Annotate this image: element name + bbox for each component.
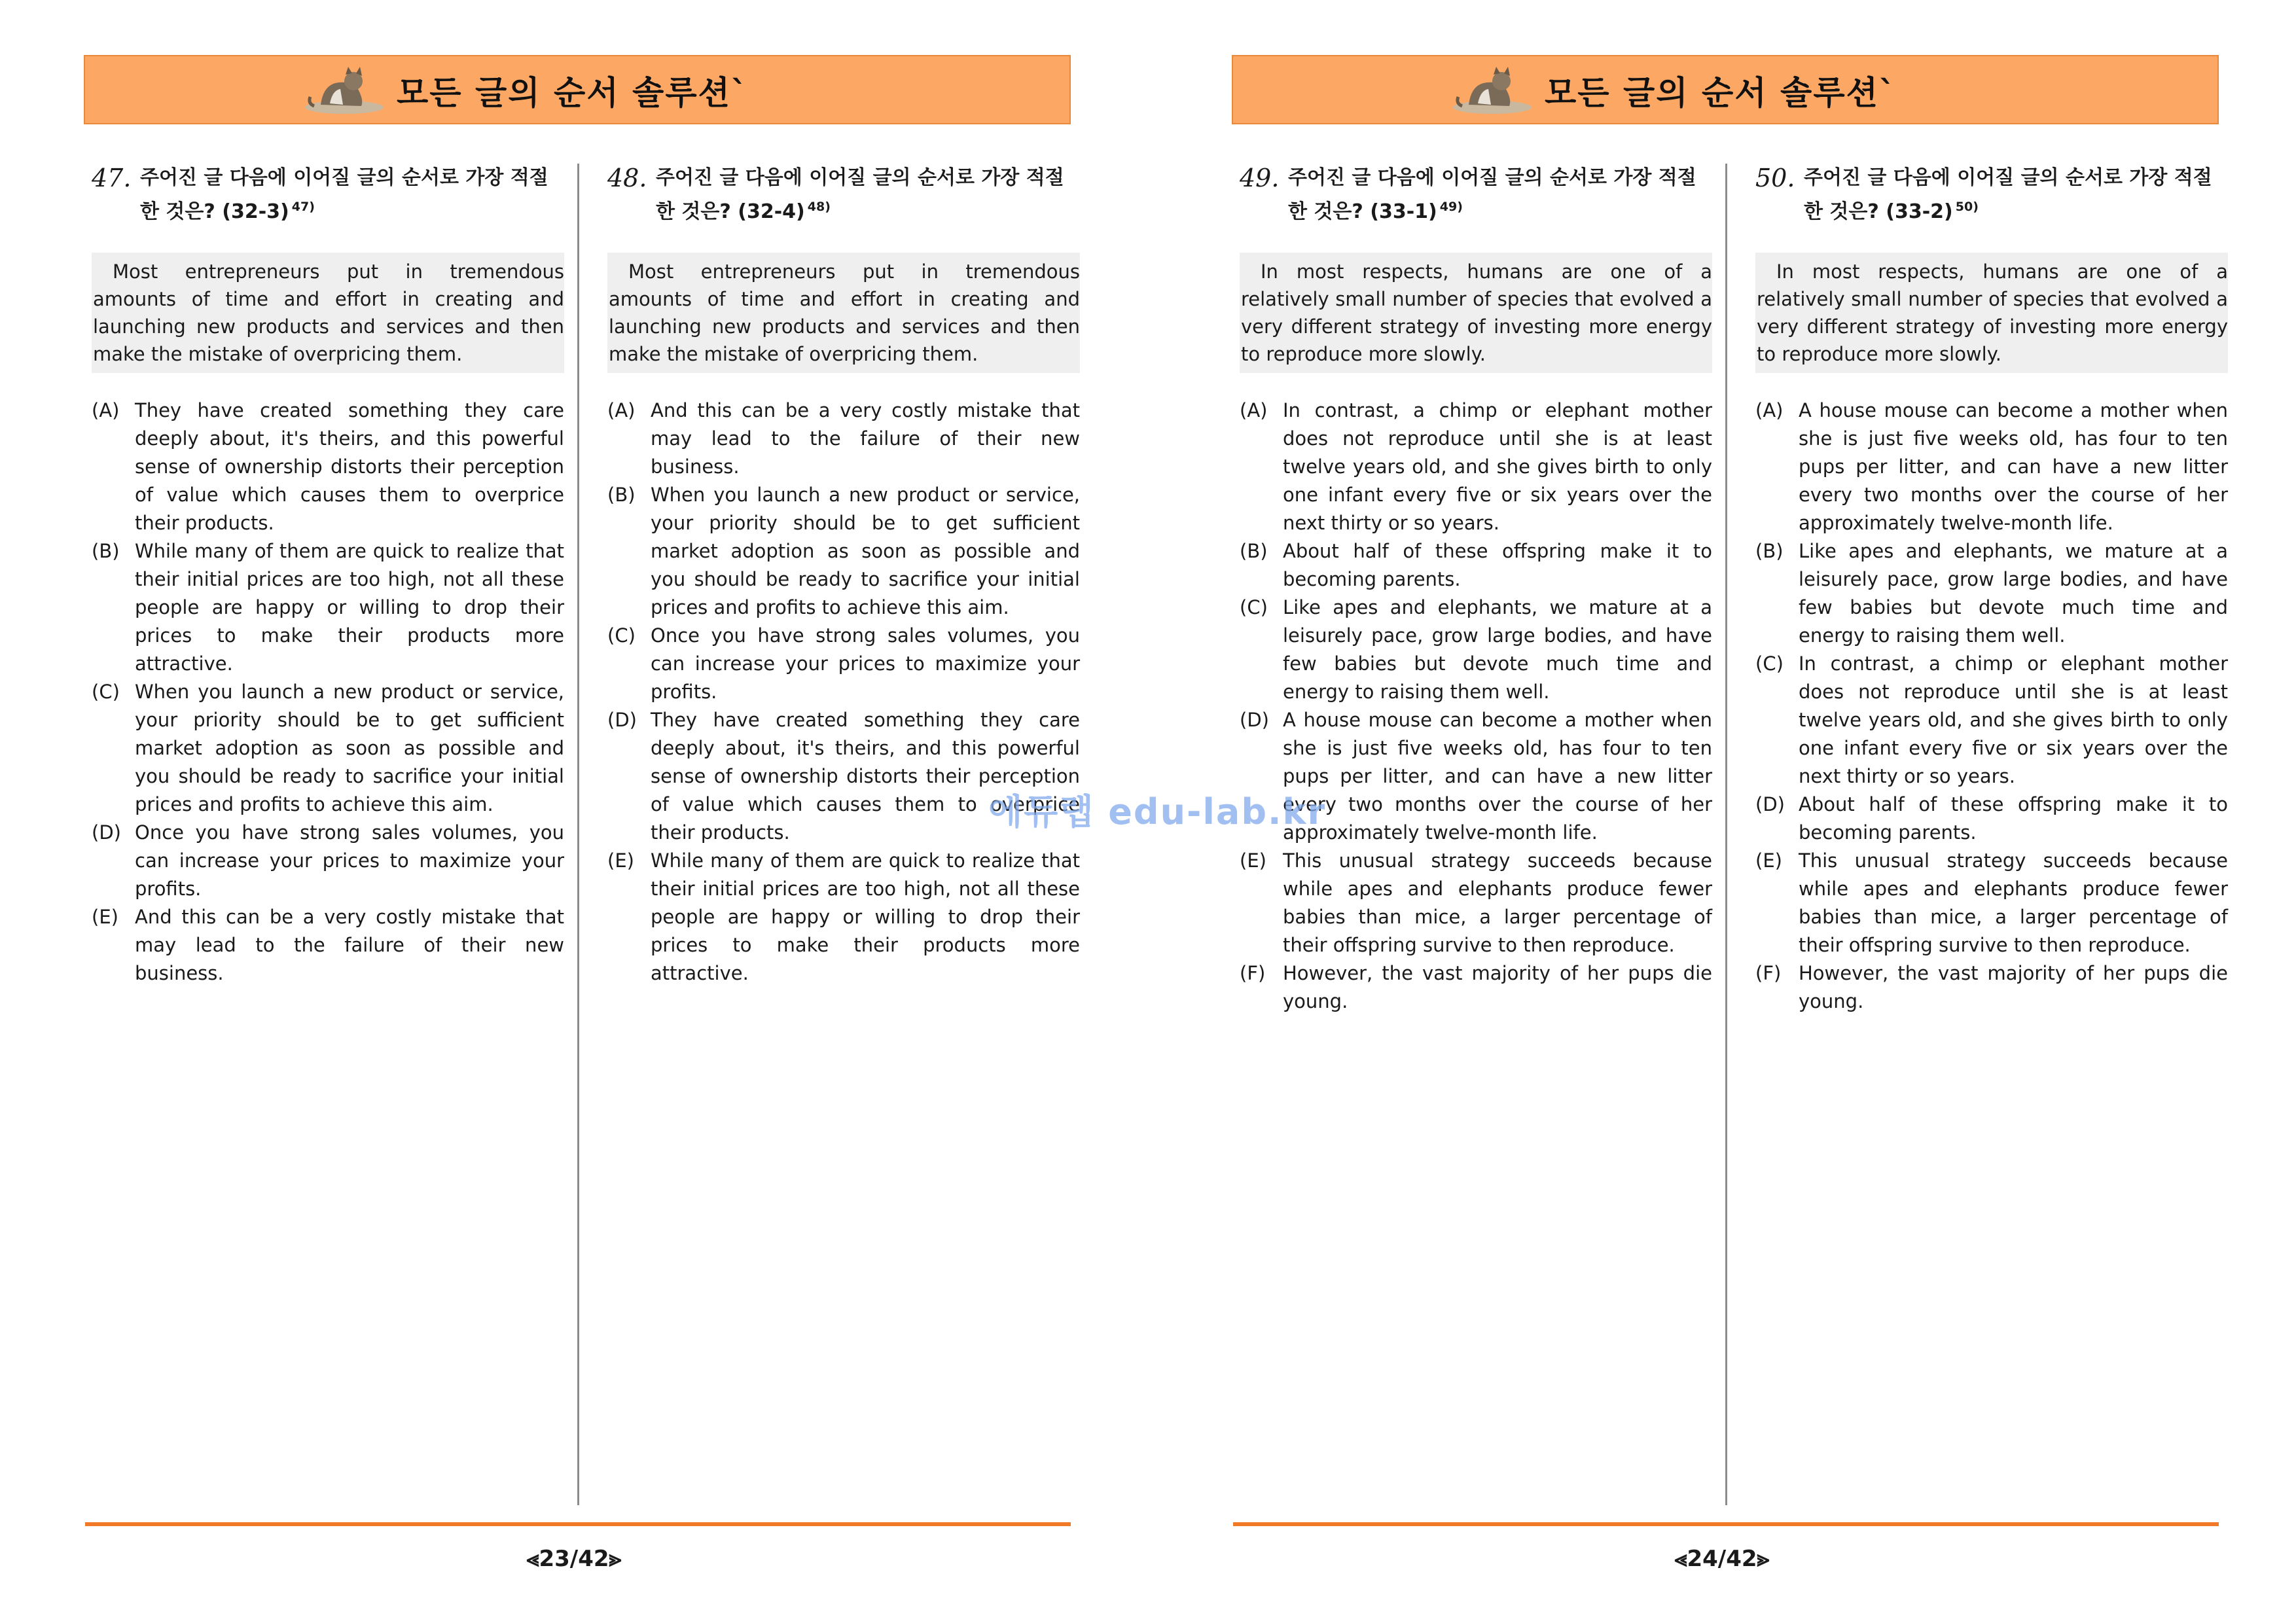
footer-line [1233,1522,2219,1526]
option-text: When you launch a new product or service, your priority should be to get sufficient market adoption as soon as possible and you should be ready to sacrifice your initial prices and profits to achieve this aim. [135,681,564,815]
option-item [92,819,564,903]
option-item [1755,650,2228,791]
question-prompt: 주어진 글 다음에 이어질 글의 순서로 가장 적절한 것은? (33-2) $^{50)}$ [1804,166,2212,223]
option-item [607,847,1080,988]
question-prompt: 주어진 글 다음에 이어질 글의 순서로 가장 적절한 것은? (32-4) $^{48)}$ [656,166,1064,223]
option-item [1240,537,1712,594]
option-item [607,397,1080,481]
option-list [92,397,564,988]
option-label: (A) [92,399,120,421]
option-text: This unusual strategy succeeds because while apes and elephants produce fewer babies than mice, a larger percentage of their offspring survive to then reproduce. [1283,849,1712,956]
option-text: While many of them are quick to realize that their initial prices are too high, not all these people are happy or willing to drop their prices to make their products more attractive. [651,849,1080,984]
option-list [1240,397,1712,1016]
option-label: (A) [1240,399,1268,421]
page-number: ⪡24/42⪢ [1674,1546,1770,1572]
question-number: 47. [92,164,132,192]
option-list [1755,397,2228,1016]
question-source: (32-4) [738,200,805,223]
given-passage: In most respects, humans are one of a relatively small number of species that evolved a very different strategy of investing more energy to reproduce more slowly. [1240,253,1712,373]
option-item [1240,847,1712,959]
question-number: 49. [1240,164,1280,192]
footnote-marker: 50) [1955,200,1979,214]
option-label: (A) [607,399,636,421]
option-label: (D) [607,709,637,731]
option-text: However, the vast majority of her pups die young. [1799,962,2228,1012]
question-header [607,164,1080,226]
option-label: (B) [1240,540,1268,562]
header-banner [84,55,1071,124]
footnote-marker: 47) [291,200,315,214]
option-label: (D) [92,821,121,844]
option-text: Like apes and elephants, we mature at a leisurely pace, grow large bodies, and have few babies but devote much time and energy to raising them well. [1283,596,1712,703]
option-item [607,481,1080,622]
option-item [1755,537,2228,650]
option-text: Like apes and elephants, we mature at a leisurely pace, grow large bodies, and have few babies but devote much time and energy to raising them well. [1799,540,2228,647]
option-item [1240,397,1712,537]
column-divider [1725,164,1727,1505]
option-item [607,622,1080,706]
question-number: 48. [607,164,647,192]
option-item [1240,594,1712,706]
option-label: (D) [1240,709,1269,731]
question-number: 50. [1755,164,1795,192]
option-item [1755,847,2228,959]
option-label: (C) [1755,652,1784,675]
option-label: (D) [1755,793,1785,815]
header-banner [1232,55,2219,124]
question-header [1755,164,2228,226]
given-passage: Most entrepreneurs put in tremendous amounts of time and effort in creating and launching new products and services and then make the mistake of overpricing them. [607,253,1080,373]
cat-logo-icon [301,64,387,116]
header-title: 모든 글의 순서 솔루션` [1545,74,1897,112]
question-source: (32-3) [222,200,289,223]
option-text: They have created something they care deeply about, it's theirs, and this powerful sense of ownership distorts their perception of value which causes them to overprice their products. [135,399,564,534]
option-label: (E) [1240,849,1266,872]
option-label: (F) [1240,962,1266,984]
watermark: 에듀랩 edu-lab.kr [988,791,1327,832]
option-text: A house mouse can become a mother when she is just five weeks old, has four to ten pups per litter, and can have a new litter every two months over the course of her approximately twelve-month life. [1799,399,2228,534]
footer-line [85,1522,1071,1526]
option-item [1755,397,2228,537]
option-text: A house mouse can become a mother when she is just five weeks old, has four to ten pups per litter, and can have a new litter every two months over the course of her approximately twelve-month life. [1283,709,1712,844]
footnote-marker: 48) [807,200,831,214]
question-header [92,164,564,226]
option-label: (B) [607,484,636,506]
option-text: In contrast, a chimp or elephant mother does not reproduce until she is at least twelve years old, and she gives birth to only one infant every five or six years over the next thirty or so years. [1283,399,1712,534]
question-source: (33-1) [1370,200,1437,223]
option-text: Once you have strong sales volumes, you can increase your prices to maximize your profits. [135,821,564,900]
cat-logo-icon [1449,64,1535,116]
option-text: About half of these offspring make it to becoming parents. [1283,540,1712,590]
option-list [607,397,1080,988]
option-label: (A) [1755,399,1784,421]
option-text: When you launch a new product or service, your priority should be to get sufficient market adoption as soon as possible and you should be ready to sacrifice your initial prices and profits to achieve this aim. [651,484,1080,618]
option-text: However, the vast majority of her pups die young. [1283,962,1712,1012]
column-divider [577,164,579,1505]
option-text: About half of these offspring make it to becoming parents. [1799,793,2228,844]
question-47 [92,164,564,988]
question-50 [1755,164,2228,1016]
question-prompt: 주어진 글 다음에 이어질 글의 순서로 가장 적절한 것은? (32-3) $^{47)}$ [140,166,548,223]
question-header [1240,164,1712,226]
question-source: (33-2) [1886,200,1953,223]
option-item [92,903,564,988]
option-item [92,397,564,537]
given-passage: Most entrepreneurs put in tremendous amounts of time and effort in creating and launching new products and services and then make the mistake of overpricing them. [92,253,564,373]
question-49 [1240,164,1712,1016]
option-item [1240,959,1712,1016]
option-text: And this can be a very costly mistake that may lead to the failure of their new business. [135,906,564,984]
option-item [1755,791,2228,847]
option-label: (B) [1755,540,1784,562]
option-text: While many of them are quick to realize that their initial prices are too high, not all these people are happy or willing to drop their prices to make their products more attractive. [135,540,564,675]
given-passage: In most respects, humans are one of a relatively small number of species that evolved a very different strategy of investing more energy to reproduce more slowly. [1755,253,2228,373]
option-text: Once you have strong sales volumes, you can increase your prices to maximize your profits. [651,624,1080,703]
option-label: (E) [92,906,118,928]
option-label: (C) [92,681,120,703]
option-text: And this can be a very costly mistake that may lead to the failure of their new business. [651,399,1080,478]
footnote-marker: 49) [1439,200,1463,214]
option-text: In contrast, a chimp or elephant mother does not reproduce until she is at least twelve years old, and she gives birth to only one infant every five or six years over the next thirty or so years. [1799,652,2228,787]
option-text: This unusual strategy succeeds because while apes and elephants produce fewer babies than mice, a larger percentage of their offspring survive to then reproduce. [1799,849,2228,956]
option-label: (F) [1755,962,1782,984]
option-label: (C) [607,624,636,647]
option-text: They have created something they care deeply about, it's theirs, and this powerful sense of ownership distorts their perception of value which causes them to overprice their products. [651,709,1080,844]
header-title: 모든 글의 순서 솔루션` [397,74,749,112]
option-item [92,537,564,678]
option-item [1755,959,2228,1016]
page-number: ⪡23/42⪢ [526,1546,622,1572]
option-label: (B) [92,540,120,562]
question-prompt: 주어진 글 다음에 이어질 글의 순서로 가장 적절한 것은? (33-1) $^{49)}$ [1288,166,1696,223]
option-label: (C) [1240,596,1268,618]
option-item [92,678,564,819]
question-48 [607,164,1080,988]
option-label: (E) [607,849,634,872]
option-label: (E) [1755,849,1782,872]
